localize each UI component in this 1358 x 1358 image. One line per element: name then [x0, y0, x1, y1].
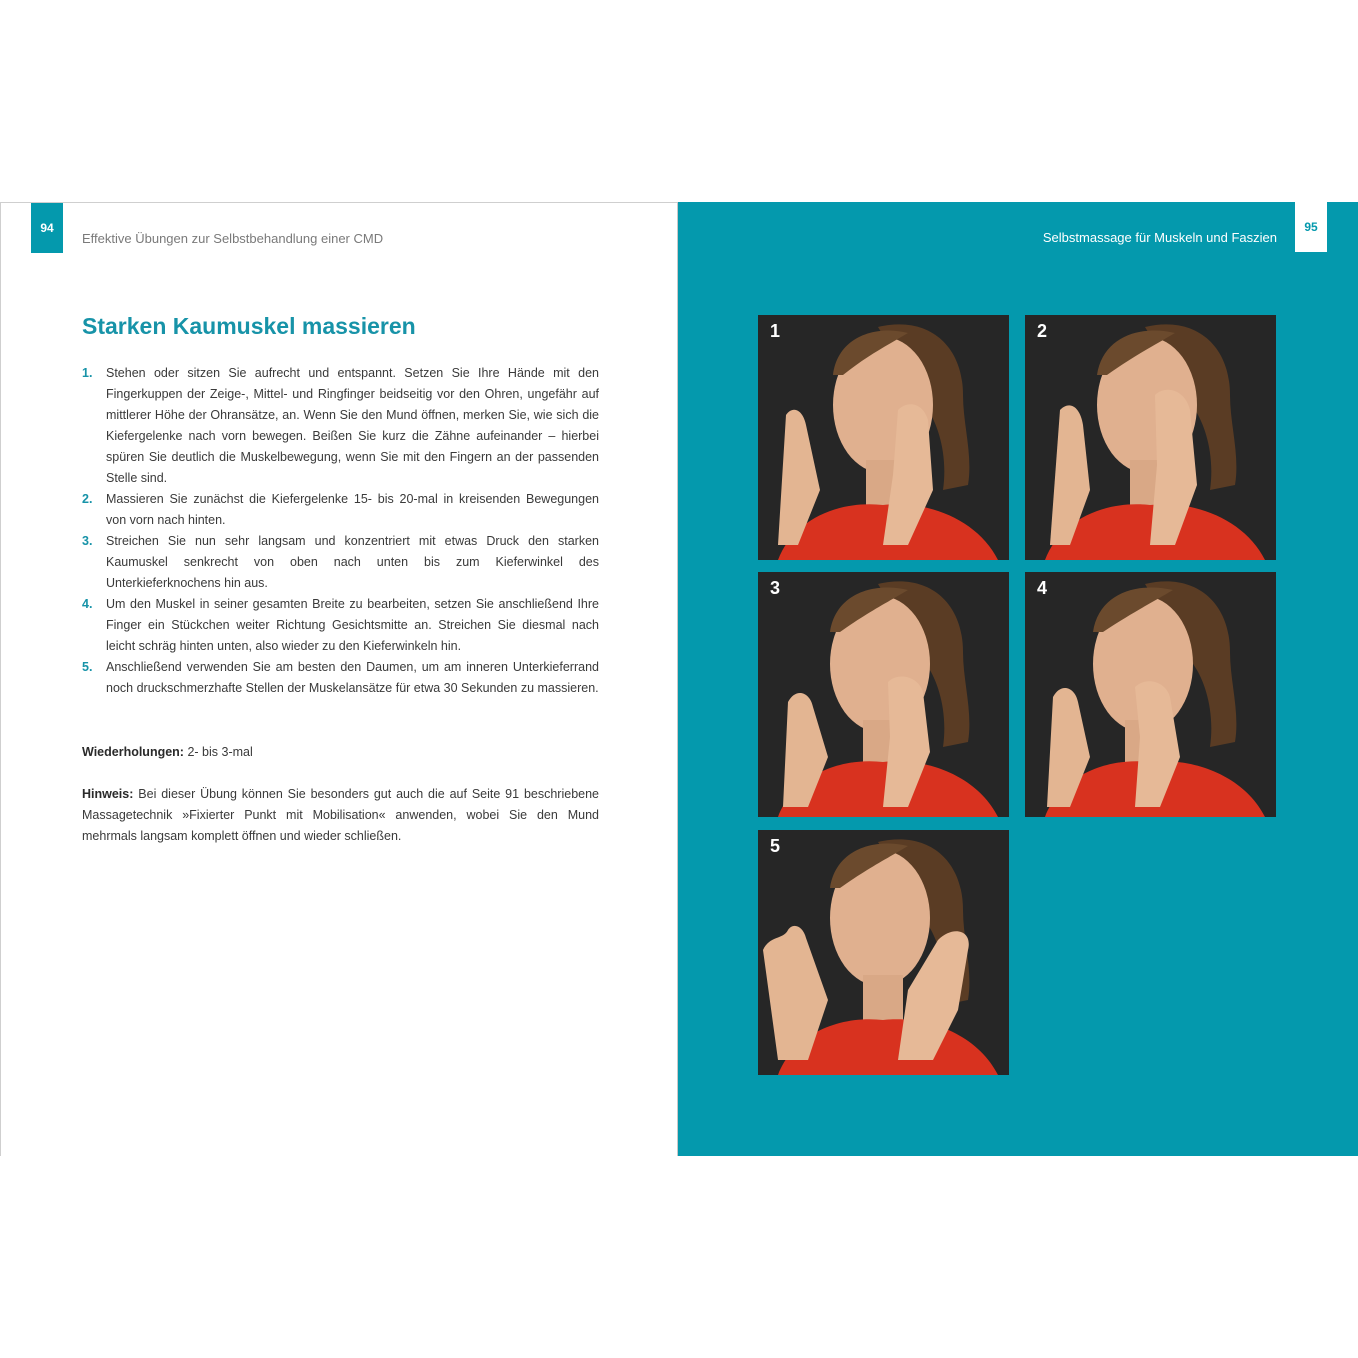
- exercise-photo-3: [758, 572, 1009, 817]
- woman-massaging-face-image: [758, 830, 1009, 1075]
- page-number-left: 94: [31, 203, 63, 253]
- instruction-step: [82, 363, 599, 489]
- step-number: 2.: [82, 492, 93, 506]
- step-number: 5.: [82, 660, 93, 674]
- repetitions-paragraph: [82, 742, 599, 763]
- photo-label: 3: [770, 578, 781, 598]
- photo-label: 2: [1037, 321, 1048, 341]
- instruction-step: [82, 531, 599, 594]
- step-text: Streichen Sie nun sehr langsam und konzentriert mit etwas Druck den starken Kaumuskel senkrecht von oben nach unten bis zum Kieferwinkel des Unterkieferknochens hin aus.: [106, 534, 599, 590]
- instruction-list: [82, 363, 599, 699]
- step-number: 3.: [82, 534, 93, 548]
- photo-label: 5: [770, 836, 781, 856]
- exercise-title: Starken Kaumuskel massieren: [82, 313, 416, 339]
- exercise-photo-1: [758, 315, 1009, 560]
- right-page: [678, 202, 1358, 1156]
- repetitions-label: Wiederholungen:: [82, 745, 184, 759]
- left-page: [0, 202, 677, 1156]
- step-text: Um den Muskel in seiner gesamten Breite zu bearbeiten, setzen Sie anschließend Ihre Finger ein Stückchen weiter Richtung Gesichtsmitte an. Streichen Sie diesmal nach leicht schräg hinten unten, also wieder zu den Kieferwinkeln hin.: [106, 597, 599, 653]
- step-text: Stehen oder sitzen Sie aufrecht und entspannt. Setzen Sie Ihre Hände mit den Fingerkuppen der Zeige-, Mittel- und Ringfinger beidseitig vor den Ohren, ungefähr auf mittlerer Höhe der Ohransätze, an. Wenn Sie den Mund öffnen, merken Sie, wie sich die Kiefergelenke nach vorn bewegen. Beißen Sie kurz die Zähne aufeinander – hierbei spüren Sie deutlich die Muskelbewegung, wenn Sie mit den Fingern an der passenden Stelle sind.: [106, 366, 599, 485]
- instruction-step: [82, 489, 599, 531]
- repetitions-value: 2- bis 3-mal: [187, 745, 253, 759]
- exercise-photo-5: [758, 830, 1009, 1075]
- woman-massaging-face-image: [758, 572, 1009, 817]
- step-text: Anschließend verwenden Sie am besten den Daumen, um am inneren Unterkieferrand noch druckschmerzhafte Stellen der Muskelansätze für etwa 30 Sekunden zu massieren.: [106, 660, 599, 695]
- step-number: 1.: [82, 366, 93, 380]
- photo-label: 1: [770, 321, 781, 341]
- instruction-step: [82, 594, 599, 657]
- hint-paragraph: [82, 784, 599, 847]
- instruction-step: [82, 657, 599, 699]
- step-text: Massieren Sie zunächst die Kiefergelenke 15- bis 20-mal in kreisenden Bewegungen von vorn nach hinten.: [106, 492, 599, 527]
- woman-massaging-face-image: [1025, 572, 1276, 817]
- photo-label: 4: [1037, 578, 1048, 598]
- hint-label: Hinweis:: [82, 787, 134, 801]
- exercise-photo-4: [1025, 572, 1276, 817]
- woman-massaging-face-image: [1025, 315, 1276, 560]
- step-number: 4.: [82, 597, 93, 611]
- page-number-right: 95: [1295, 202, 1327, 252]
- woman-massaging-face-image: [758, 315, 1009, 560]
- hint-text: Bei dieser Übung können Sie besonders gut auch die auf Seite 91 beschriebene Massagetechnik »Fixierter Punkt mit Mobilisation« anwenden, wobei Sie den Mund mehrmals langsam komplett öffnen und wieder schließen.: [82, 787, 600, 843]
- book-spread: [0, 202, 1358, 1156]
- exercise-photo-2: [1025, 315, 1276, 560]
- running-head-right: Selbstmassage für Muskeln und Faszien: [1042, 230, 1277, 245]
- running-head-left: Effektive Übungen zur Selbstbehandlung einer CMD: [82, 231, 384, 246]
